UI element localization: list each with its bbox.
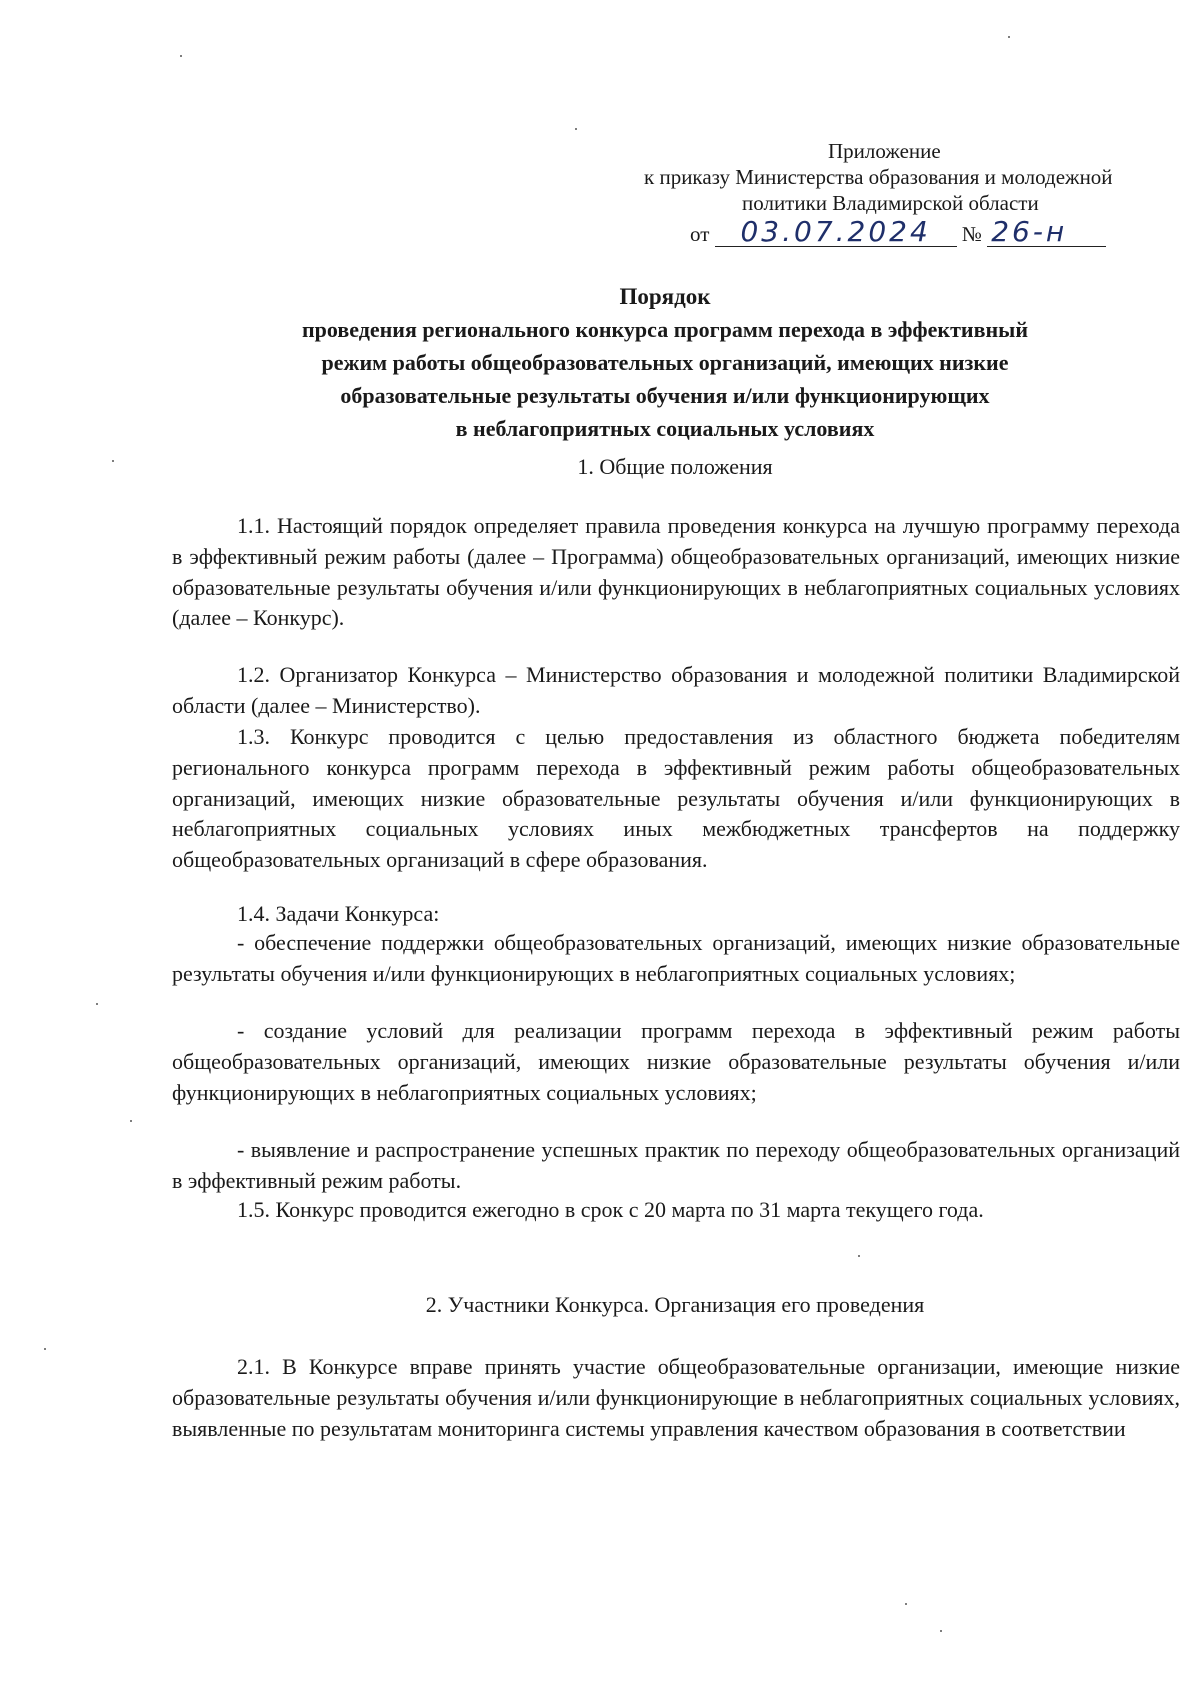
paragraph-1-3: 1.3. Конкурс проводится с целью предоставления из областного бюджета победителям регионального конкурса программ перехода в эффективный режим работы общеобразовательных организаций, имеющих низкие образовательные результаты обучения и/или функционирующих в неблагоприятных социальных условиях иных межбюджетных трансфертов на поддержку общеобразовательных организаций в сфере образования.	[172, 724, 1180, 873]
date-prefix: от	[690, 222, 710, 246]
scan-speck	[905, 1603, 907, 1605]
title-line-4: в неблагоприятных социальных условиях	[455, 416, 875, 441]
section-1-heading: 1. Общие положения	[577, 454, 773, 479]
document-title	[150, 280, 1180, 445]
handwritten-number: 26-н	[987, 218, 1106, 247]
scan-speck	[940, 1630, 942, 1632]
title-line-3: образовательные результаты обучения и/или функционирующих	[340, 383, 990, 408]
scan-speck	[112, 460, 114, 462]
title-line-1: проведения регионального конкурса программ перехода в эффективный	[302, 317, 1028, 342]
paragraph-1-4: 1.4. Задачи Конкурса:	[237, 901, 440, 926]
order-authority: политики Владимирской области	[742, 191, 1039, 215]
scan-speck	[44, 1348, 46, 1350]
scan-speck	[1008, 36, 1010, 38]
scan-speck	[858, 1255, 860, 1257]
title-main: Порядок	[619, 284, 711, 309]
title-line-2: режим работы общеобразовательных организаций, имеющих низкие	[321, 350, 1009, 375]
handwritten-date: 03.07.2024	[715, 218, 957, 247]
paragraph-2-1: 2.1. В Конкурсе вправе принять участие общеобразовательные организации, имеющие низкие образовательные результаты обучения и/или функционирующие в неблагоприятных социальных условиях, выявленные по результатам мониторинга системы управления качеством образования в соответствии	[172, 1354, 1180, 1441]
scan-speck	[180, 55, 182, 57]
paragraph-1-5: 1.5. Конкурс проводится ежегодно в срок с 20 марта по 31 марта текущего года.	[237, 1197, 984, 1222]
scan-speck	[575, 128, 577, 130]
order-date-number	[600, 215, 1190, 248]
task-item-1: - обеспечение поддержки общеобразовательных организаций, имеющих низкие образовательные результаты обучения и/или функционирующих в неблагоприятных социальных условиях;	[172, 930, 1180, 986]
number-prefix: №	[961, 222, 982, 246]
task-item-3: - выявление и распространение успешных практик по переходу общеобразовательных организаций в эффективный режим работы.	[172, 1137, 1180, 1193]
scan-speck	[96, 1003, 98, 1005]
task-item-2: - создание условий для реализации программ перехода в эффективный режим работы общеобразовательных организаций, имеющих низкие образовательные результаты обучения и/или функционирующих в неблагоприятных социальных условиях;	[172, 1018, 1180, 1105]
paragraph-1-1: 1.1. Настоящий порядок определяет правила проведения конкурса на лучшую программу перехода в эффективный режим работы (далее – Программа) общеобразовательных организаций, имеющих низкие образовательные результаты обучения и/или функционирующих в неблагоприятных социальных условиях (далее – Конкурс).	[172, 513, 1180, 631]
appendix-label: Приложение	[828, 139, 941, 163]
scan-speck	[130, 1120, 132, 1122]
order-reference: к приказу Министерства образования и молодежной	[644, 165, 1113, 189]
paragraph-1-2: 1.2. Организатор Конкурса – Министерство образования и молодежной политики Владимирской области (далее – Министерство).	[172, 662, 1180, 718]
appendix-header	[600, 138, 1190, 247]
section-2-heading: 2. Участники Конкурса. Организация его проведения	[425, 1292, 925, 1317]
